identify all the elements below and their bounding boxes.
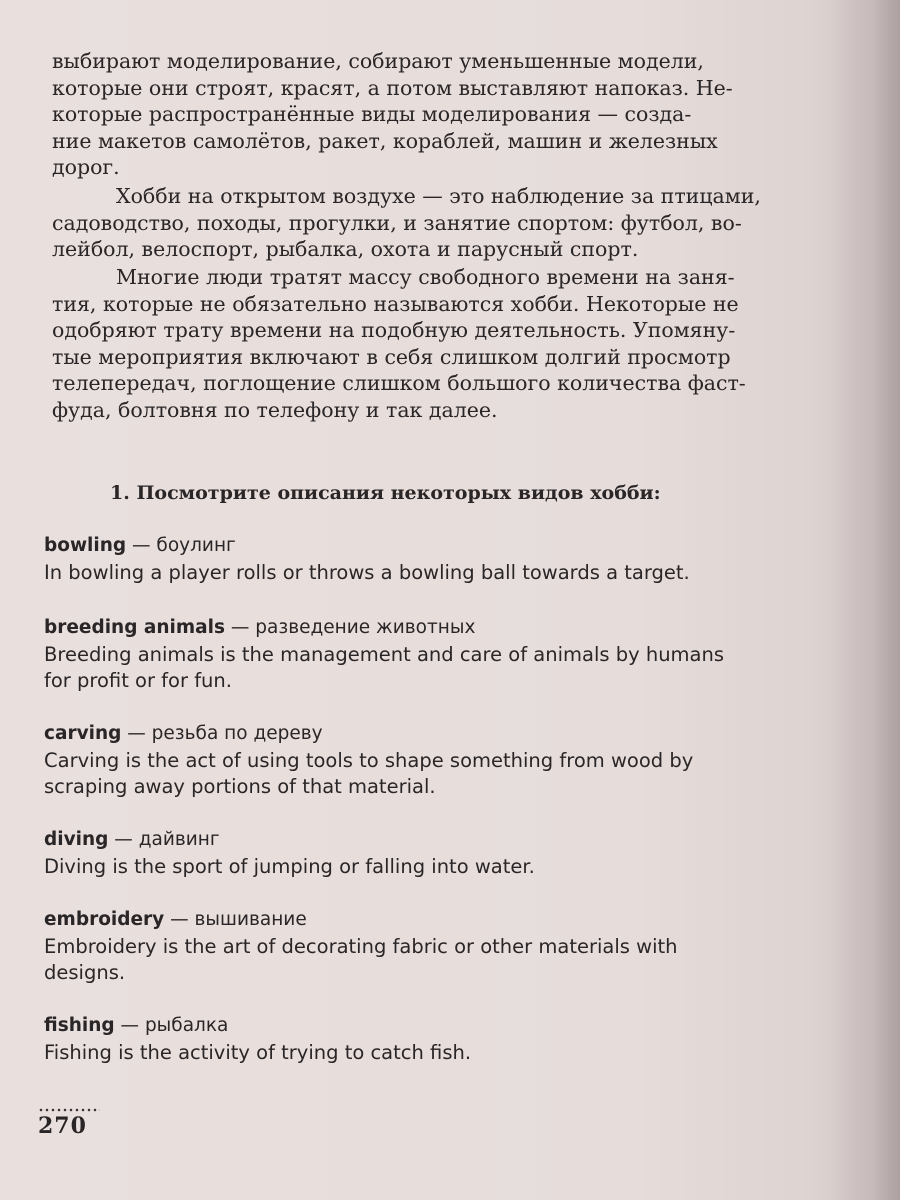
entry-header	[44, 906, 880, 934]
text-line: фуда, болтовня по телефону и так далее.	[52, 397, 498, 422]
entry-term: embroidery	[44, 909, 165, 930]
glossary-entry-breeding-animals	[44, 614, 880, 694]
entry-definition-line: Fishing is the activity of trying to catch fish.	[44, 1041, 472, 1064]
entry-dash: —	[114, 829, 133, 850]
entry-header	[44, 532, 880, 560]
entry-definition-line: Breeding animals is the management and care of animals by humans	[44, 643, 725, 666]
text-line: которые распространённые виды моделирования — созда-	[52, 102, 692, 126]
text-line: Многие люди тратят массу свободного времени на заня-	[116, 265, 735, 289]
text-line: тые мероприятия включают в себя слишком долгий просмотр	[52, 344, 731, 369]
entry-translation: разведение животных	[255, 617, 476, 638]
entry-header	[44, 1012, 880, 1040]
entry-definition-line: Carving is the act of using tools to shape something from wood by	[44, 749, 694, 772]
entry-definition-line: Diving is the sport of jumping or falling into water.	[44, 855, 535, 878]
leisure-paragraph	[52, 264, 878, 423]
entry-header	[44, 826, 880, 854]
text-line: которые они строят, красят, а потом выставляют напоказ. Не-	[52, 75, 733, 100]
entry-translation: боулинг	[156, 535, 236, 556]
entry-dash: —	[170, 909, 189, 930]
glossary-entry-embroidery	[44, 906, 880, 986]
entry-definition-line: Embroidery is the art of decorating fabric or other materials with	[44, 935, 678, 958]
text-line: дорог.	[52, 155, 120, 179]
entry-dash: —	[132, 535, 151, 556]
entry-definition-line: scraping away portions of that material.	[44, 775, 436, 798]
entry-definition-line: designs.	[44, 961, 126, 984]
entry-definition-line: for profit or for fun.	[44, 669, 232, 692]
entry-term: carving	[44, 723, 122, 744]
entry-translation: рыбалка	[144, 1015, 229, 1036]
entry-translation: дайвинг	[138, 829, 220, 850]
entry-term: breeding animals	[44, 617, 226, 638]
entry-header	[44, 720, 880, 748]
entry-term: bowling	[44, 535, 127, 556]
text-line: выбирают моделирование, собирают уменьшенные модели,	[52, 49, 704, 73]
entry-translation: резьба по дереву	[151, 723, 323, 744]
entry-term: fishing	[44, 1015, 115, 1036]
exercise-heading: 1. Посмотрите описания некоторых видов хобби:	[110, 482, 661, 504]
entry-dash: —	[120, 1015, 140, 1036]
entry-dash: —	[230, 617, 250, 638]
text-line: телепередач, поглощение слишком большого количества фаст-	[52, 371, 746, 395]
entry-definition-line: In bowling a player rolls or throws a bowling ball towards a target.	[44, 561, 690, 584]
page-number: 270	[38, 1113, 87, 1139]
outdoor-hobbies-paragraph	[52, 183, 878, 263]
text-line: тия, которые не обязательно называются хобби. Некоторые не	[52, 291, 739, 316]
text-line: Хобби на открытом воздухе — это наблюдение за птицами,	[116, 184, 761, 208]
text-line: одобряют трату времени на подобную деятельность. Упомяну-	[52, 318, 736, 342]
entry-term: diving	[44, 829, 109, 850]
glossary-entry-fishing	[44, 1012, 880, 1066]
text-line: садоводство, походы, прогулки, и занятие спортом: футбол, во-	[52, 210, 742, 235]
text-line: лейбол, велоспорт, рыбалка, охота и парусный спорт.	[52, 237, 639, 261]
entry-translation: вышивание	[194, 909, 307, 930]
page-footer	[38, 1108, 100, 1140]
intro-paragraph	[52, 48, 878, 181]
glossary-entry-diving	[44, 826, 880, 880]
glossary-entry-carving	[44, 720, 880, 800]
entry-dash: —	[127, 723, 146, 744]
text-line: ние макетов самолётов, ракет, кораблей, машин и железных	[52, 128, 718, 153]
entry-header	[44, 614, 880, 642]
glossary-entry-bowling	[44, 532, 880, 586]
